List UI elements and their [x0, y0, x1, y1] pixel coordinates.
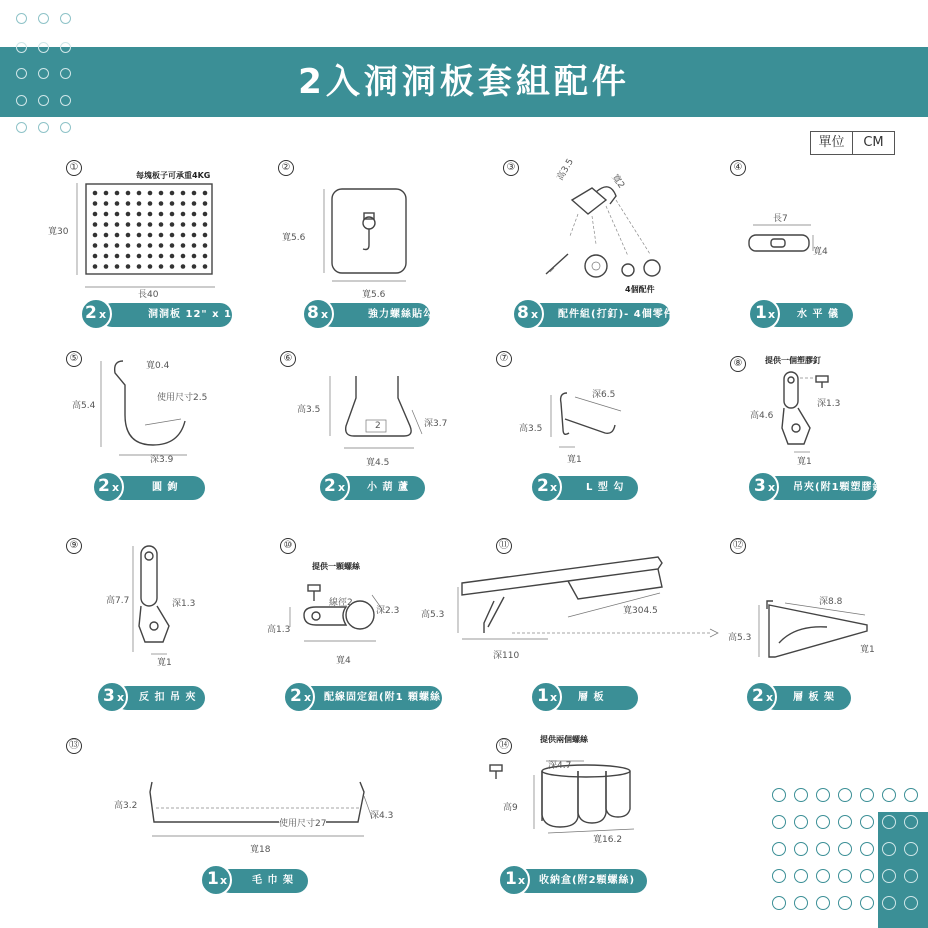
accessory-set-illustration — [540, 170, 670, 290]
dim-label: 寬304.5 — [623, 606, 658, 616]
dim-label: 深110 — [493, 651, 520, 661]
item-number: ⑭ — [496, 738, 512, 754]
pill-name: 吊夾(附1顆塑膠釘) — [765, 476, 877, 500]
decorative-dot — [860, 815, 874, 829]
item-number: ⑥ — [280, 351, 296, 367]
decorative-dot — [882, 896, 896, 910]
dim-label: 深3.9 — [150, 455, 174, 465]
pill-name: 配線固定鈕(附1 顆螺絲) — [300, 686, 442, 710]
shelf-bracket-illustration — [755, 595, 875, 665]
qty-x: x — [304, 691, 312, 704]
qty-x: x — [321, 308, 329, 321]
dim-label: 深1.3 — [172, 599, 196, 609]
unit-box — [810, 131, 895, 155]
qty-number: 2 — [324, 476, 336, 496]
qty-x: x — [338, 481, 346, 494]
dim-label: 寬30 — [48, 227, 69, 237]
pill-name: 層 板 架 — [763, 686, 851, 710]
decorative-dot — [772, 788, 786, 802]
qty-x: x — [550, 481, 558, 494]
dim-label: 高4.6 — [750, 411, 774, 421]
decorative-dot — [838, 815, 852, 829]
round-hook-illustration — [95, 355, 208, 465]
decorative-dot — [772, 896, 786, 910]
item-note: 4個配件 — [625, 285, 655, 294]
decorative-dot — [838, 788, 852, 802]
decorative-dot — [816, 842, 830, 856]
decorative-dot — [838, 896, 852, 910]
item-number: ① — [66, 160, 82, 176]
dim-label: 長40 — [138, 290, 159, 300]
qty-x: x — [220, 874, 228, 887]
decorative-dot — [904, 842, 918, 856]
dim-label: 寬0.4 — [146, 361, 170, 371]
dim-label: 使用尺寸2.5 — [157, 393, 208, 403]
item-number: ② — [278, 160, 294, 176]
dim-label: 深1.3 — [817, 399, 841, 409]
pill-name: 毛 巾 架 — [218, 869, 308, 893]
dim-label: 2 — [375, 421, 381, 431]
dim-label: 寬16.2 — [593, 835, 623, 845]
qty-number: 2 — [290, 686, 302, 706]
pill-name: 洞洞板 12" x 16" — [100, 303, 232, 327]
qty-x: x — [99, 308, 107, 321]
dim-label: 寬1 — [860, 645, 875, 655]
dim-label: 高5.4 — [72, 401, 96, 411]
qty-number: 3 — [103, 686, 115, 706]
decorative-dot — [794, 815, 808, 829]
pill-name: L 型 勾 — [548, 476, 638, 500]
dim-label: 使用尺寸27 — [279, 816, 326, 829]
decorative-dot — [816, 815, 830, 829]
pill-name: 圓 鉤 — [110, 476, 205, 500]
qty-number: 2 — [98, 476, 110, 496]
decorative-dot — [794, 896, 808, 910]
decorative-dot — [882, 869, 896, 883]
decorative-dot — [860, 788, 874, 802]
decorative-dot — [816, 788, 830, 802]
dim-label: 寬5.6 — [282, 233, 306, 243]
item-number: ③ — [503, 160, 519, 176]
qty-number: 8 — [307, 303, 319, 323]
qty-x: x — [550, 691, 558, 704]
pill-name: 反 扣 吊 夾 — [115, 686, 205, 710]
dim-label: 寬1 — [567, 455, 582, 465]
l-hook-illustration — [545, 385, 635, 455]
dim-label: 寬1 — [797, 457, 812, 467]
dim-label: 寬1 — [157, 658, 172, 668]
dim-label: 長7 — [773, 214, 788, 224]
item-number: ⑪ — [496, 538, 512, 554]
dim-label: 寬5.6 — [362, 290, 386, 300]
decorative-dot — [772, 869, 786, 883]
pill-name: 層 板 — [548, 686, 638, 710]
gourd-hook-illustration — [320, 370, 430, 460]
decorative-dot — [838, 842, 852, 856]
qty-number: 1 — [207, 869, 219, 889]
unit-value: CM — [852, 132, 894, 154]
item-number: ⑦ — [496, 351, 512, 367]
dim-label: 高5.3 — [728, 633, 752, 643]
pill-name: 配件組(打釘)- 4個零件 — [528, 303, 670, 327]
decorative-dot — [882, 788, 896, 802]
dim-label: 寬2 — [609, 172, 626, 191]
item-number: ⑬ — [66, 738, 82, 754]
adhesive-hook-illustration — [320, 185, 410, 285]
dim-label: 高1.3 — [267, 625, 291, 635]
dim-label: 線徑2 — [329, 598, 353, 608]
decorative-dot — [794, 842, 808, 856]
item-number: ⑤ — [66, 351, 82, 367]
decorative-dot — [904, 896, 918, 910]
qty-number: 2 — [537, 476, 549, 496]
decorative-dot — [904, 788, 918, 802]
decorative-dot — [904, 869, 918, 883]
dim-label: 深3.7 — [424, 419, 448, 429]
decorative-dot — [838, 869, 852, 883]
dim-label: 高3.5 — [297, 405, 321, 415]
pill-name: 水 平 儀 — [765, 303, 853, 327]
dim-label: 深6.5 — [592, 390, 616, 400]
decorative-dot — [860, 896, 874, 910]
item-number: ⑩ — [280, 538, 296, 554]
dim-label: 高9 — [503, 803, 518, 813]
dim-label: 寬4.5 — [366, 458, 390, 468]
qty-x: x — [768, 308, 776, 321]
decorative-dot — [794, 788, 808, 802]
decorative-dot — [772, 842, 786, 856]
item-number: ⑧ — [730, 356, 746, 372]
dim-label: 深4.3 — [370, 811, 394, 821]
qty-x: x — [117, 691, 125, 704]
pill-name: 強力螺絲貼勾 — [320, 303, 430, 327]
decorative-dot — [904, 815, 918, 829]
item-number: ④ — [730, 160, 746, 176]
item-note: 提供一顆螺絲 — [312, 562, 360, 571]
pegboard-dim-lines — [72, 183, 222, 293]
arrow-to-shelf-bracket — [512, 628, 722, 638]
dim-label: 寬4 — [336, 656, 351, 666]
qty-number: 1 — [755, 303, 767, 323]
towel-rack-illustration — [138, 778, 378, 848]
pill-name: 小 葫 蘆 — [335, 476, 425, 500]
dim-label: 寬18 — [250, 845, 271, 855]
item-number: ⑫ — [730, 538, 746, 554]
dim-label: 高3.5 — [555, 157, 576, 183]
dim-label: 深8.8 — [819, 597, 843, 607]
qty-x: x — [766, 691, 774, 704]
item-note: 每塊板子可承重4KG — [136, 171, 211, 180]
qty-number: 1 — [505, 869, 517, 889]
pill-name: 收納盒(附2顆螺絲) — [515, 869, 647, 893]
level-illustration — [745, 215, 835, 265]
page-title: 2入洞洞板套組配件 — [298, 62, 630, 102]
dim-label: 深2.3 — [376, 606, 400, 616]
dim-label: 高5.3 — [421, 610, 445, 620]
dim-label: 高3.2 — [114, 801, 138, 811]
decorative-dot — [772, 815, 786, 829]
decorative-dot — [882, 815, 896, 829]
unit-label: 單位 — [818, 135, 845, 150]
qty-number: 8 — [517, 303, 529, 323]
qty-number: 1 — [537, 686, 549, 706]
item-note: 提供兩個螺絲 — [540, 735, 588, 744]
dim-label: 高7.7 — [106, 596, 130, 606]
decorative-dot — [816, 896, 830, 910]
decorative-dot — [882, 842, 896, 856]
qty-number: 3 — [754, 476, 766, 496]
item-number: ⑨ — [66, 538, 82, 554]
decorative-dot — [794, 869, 808, 883]
clip-illustration — [770, 368, 850, 458]
qty-number: 2 — [752, 686, 764, 706]
decorative-dot — [816, 869, 830, 883]
dim-label: 高3.5 — [519, 424, 543, 434]
qty-x: x — [112, 481, 120, 494]
dim-label: 寬4 — [813, 247, 828, 257]
dim-label: 深4.7 — [548, 761, 572, 771]
qty-x: x — [768, 481, 776, 494]
decorative-dot — [860, 842, 874, 856]
qty-x: x — [518, 874, 526, 887]
decorative-dot — [860, 869, 874, 883]
qty-number: 2 — [85, 303, 97, 323]
qty-x: x — [531, 308, 539, 321]
item-note: 提供一個塑膠釘 — [765, 356, 821, 365]
